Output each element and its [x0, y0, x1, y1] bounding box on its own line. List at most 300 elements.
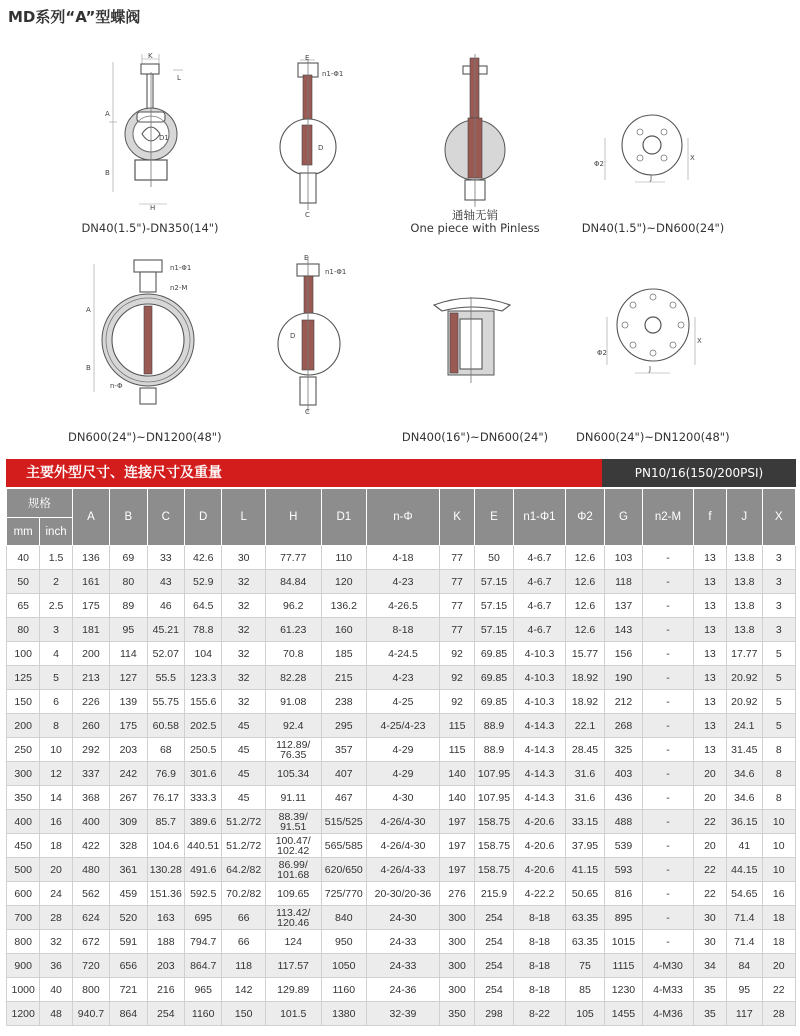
- table-row: [7, 690, 796, 714]
- table-cell: 22.1: [566, 714, 604, 738]
- table-row: [7, 954, 796, 978]
- table-cell: -: [643, 906, 694, 930]
- table-cell: -: [643, 570, 694, 594]
- table-cell: 591: [110, 930, 147, 954]
- caption-cutaway-cn: 通轴无销: [452, 208, 498, 222]
- table-cell: -: [643, 930, 694, 954]
- table-cell: -: [643, 714, 694, 738]
- table-cell: 254: [475, 906, 513, 930]
- table-cell: 88.9: [475, 738, 513, 762]
- table-cell: -: [643, 666, 694, 690]
- table-cell: 8-22: [513, 1002, 566, 1026]
- table-cell: 76.9: [147, 762, 184, 786]
- table-cell: 190: [604, 666, 642, 690]
- table-cell: 215.9: [475, 882, 513, 906]
- table-cell: 43: [147, 570, 184, 594]
- table-cell: 20: [693, 834, 726, 858]
- table-cell: 100: [7, 642, 40, 666]
- table-cell: 181: [72, 618, 109, 642]
- table-cell: 8: [762, 738, 796, 762]
- table-cell: 197: [439, 810, 474, 834]
- dim-n1: n1-Φ1: [322, 70, 344, 78]
- table-cell: 103: [604, 546, 642, 570]
- table-cell: 80: [110, 570, 147, 594]
- table-row: [7, 714, 796, 738]
- table-cell: 124: [265, 930, 321, 954]
- header-n2-m: n2-M: [643, 489, 694, 546]
- caption-fig7: DN400(16")~DN600(24"): [401, 430, 549, 444]
- table-cell: 129.89: [265, 978, 321, 1002]
- table-cell: 130.28: [147, 858, 184, 882]
- table-cell: 13: [693, 618, 726, 642]
- table-cell: 32: [222, 570, 265, 594]
- table-cell: 84: [727, 954, 762, 978]
- table-cell: 65: [7, 594, 40, 618]
- table-cell: 13: [693, 642, 726, 666]
- table-cell: 4-10.3: [513, 666, 566, 690]
- table-cell: 8: [762, 762, 796, 786]
- table-cell: 389.6: [185, 810, 222, 834]
- table-cell: 656: [110, 954, 147, 978]
- table-cell: 328: [110, 834, 147, 858]
- table-cell: 816: [604, 882, 642, 906]
- dim-l: L: [177, 74, 181, 82]
- table-cell: 254: [475, 930, 513, 954]
- dim-n1-large: n1-Φ1: [170, 264, 192, 272]
- table-row: [7, 906, 796, 930]
- table-cell: 4-6.7: [513, 594, 566, 618]
- table-cell: 20: [40, 858, 72, 882]
- table-cell: 115: [439, 738, 474, 762]
- table-cell: 4-14.3: [513, 738, 566, 762]
- table-cell: 42.6: [185, 546, 222, 570]
- table-cell: 1.5: [40, 546, 72, 570]
- header-h: H: [265, 489, 321, 546]
- table-cell: 32: [222, 594, 265, 618]
- table-cell: 69.85: [475, 666, 513, 690]
- caption-fig4: DN40(1.5")~DN600(24"): [581, 221, 725, 235]
- table-cell: 13.8: [727, 570, 762, 594]
- table-cell: 3: [40, 618, 72, 642]
- table-cell: 1160: [321, 978, 367, 1002]
- page-title: MD系列“A”型蝶阀: [8, 8, 141, 26]
- table-cell: -: [643, 762, 694, 786]
- table-cell: 113.42/ 120.46: [265, 906, 321, 930]
- table-cell: 77: [439, 618, 474, 642]
- table-cell: 295: [321, 714, 367, 738]
- table-cell: 22: [762, 978, 796, 1002]
- table-cell: 125: [7, 666, 40, 690]
- table-cell: 51.2/72: [222, 810, 265, 834]
- table-cell: 794.7: [185, 930, 222, 954]
- table-cell: 800: [7, 930, 40, 954]
- valve-side-view-small: [270, 55, 355, 220]
- table-cell: 325: [604, 738, 642, 762]
- table-row: [7, 666, 796, 690]
- table-cell: 4-M30: [643, 954, 694, 978]
- table-cell: 107.95: [475, 762, 513, 786]
- table-cell: 30: [693, 930, 726, 954]
- table-cell: 96.2: [265, 594, 321, 618]
- header-n-phi: n-Φ: [367, 489, 440, 546]
- table-cell: 24-30: [367, 906, 440, 930]
- table-cell: 54.65: [727, 882, 762, 906]
- table-cell: 4-18: [367, 546, 440, 570]
- table-cell: 300: [7, 762, 40, 786]
- table-cell: 28.45: [566, 738, 604, 762]
- table-cell: -: [643, 618, 694, 642]
- table-cell: 155.6: [185, 690, 222, 714]
- table-cell: 35: [693, 1002, 726, 1026]
- dim-c-large: C: [305, 408, 310, 416]
- table-cell: 3: [762, 594, 796, 618]
- table-cell: 30: [222, 546, 265, 570]
- table-cell: 515/525: [321, 810, 367, 834]
- table-cell: 137: [604, 594, 642, 618]
- table-cell: 120: [321, 570, 367, 594]
- table-cell: 215: [321, 666, 367, 690]
- table-cell: 13: [693, 546, 726, 570]
- table-cell: 422: [72, 834, 109, 858]
- table-cell: 1230: [604, 978, 642, 1002]
- table-row: [7, 762, 796, 786]
- caption-fig8: DN600(24")~DN1200(48"): [576, 430, 730, 444]
- dim-a: A: [105, 110, 110, 118]
- table-cell: 8: [762, 786, 796, 810]
- table-cell: 300: [439, 954, 474, 978]
- table-cell: 700: [7, 906, 40, 930]
- table-cell: 51.2/72: [222, 834, 265, 858]
- table-cell: 32: [222, 666, 265, 690]
- header-k: K: [439, 489, 474, 546]
- table-cell: 175: [110, 714, 147, 738]
- table-cell: 35: [693, 978, 726, 1002]
- table-row: [7, 810, 796, 834]
- table-row: [7, 546, 796, 570]
- table-cell: 32: [222, 690, 265, 714]
- table-cell: 4-26/4-30: [367, 834, 440, 858]
- table-cell: 1455: [604, 1002, 642, 1026]
- table-cell: 12.6: [566, 546, 604, 570]
- table-cell: 109.65: [265, 882, 321, 906]
- table-cell: 213: [72, 666, 109, 690]
- table-cell: 254: [475, 978, 513, 1002]
- table-cell: 13: [693, 714, 726, 738]
- table-cell: 50: [7, 570, 40, 594]
- table-cell: 91.11: [265, 786, 321, 810]
- table-cell: 85.7: [147, 810, 184, 834]
- table-cell: 14: [40, 786, 72, 810]
- header-mm: mm: [7, 518, 40, 546]
- table-cell: 3: [762, 546, 796, 570]
- table-cell: -: [643, 810, 694, 834]
- table-cell: 4-20.6: [513, 858, 566, 882]
- header-l: L: [222, 489, 265, 546]
- table-cell: 10: [40, 738, 72, 762]
- table-cell: 95: [727, 978, 762, 1002]
- table-cell: 350: [7, 786, 40, 810]
- header-e: E: [475, 489, 513, 546]
- table-cell: 539: [604, 834, 642, 858]
- table-cell: 13: [693, 738, 726, 762]
- table-cell: 37.95: [566, 834, 604, 858]
- table-cell: 4-10.3: [513, 642, 566, 666]
- table-cell: 22: [693, 882, 726, 906]
- table-cell: 32: [222, 618, 265, 642]
- table-cell: 13: [693, 690, 726, 714]
- table-cell: 4-29: [367, 738, 440, 762]
- table-cell: 78.8: [185, 618, 222, 642]
- table-cell: 1015: [604, 930, 642, 954]
- section-banner: [6, 459, 796, 487]
- table-cell: 301.6: [185, 762, 222, 786]
- table-cell: 20: [693, 786, 726, 810]
- table-cell: 592.5: [185, 882, 222, 906]
- table-cell: 300: [439, 978, 474, 1002]
- table-cell: 57.15: [475, 618, 513, 642]
- table-cell: 254: [147, 1002, 184, 1026]
- table-cell: 71.4: [727, 906, 762, 930]
- table-cell: 864: [110, 1002, 147, 1026]
- table-cell: 118: [604, 570, 642, 594]
- table-cell: 41: [727, 834, 762, 858]
- table-cell: 720: [72, 954, 109, 978]
- table-cell: 36.15: [727, 810, 762, 834]
- table-cell: 467: [321, 786, 367, 810]
- table-row: [7, 594, 796, 618]
- table-cell: 624: [72, 906, 109, 930]
- dim-k: K: [148, 52, 153, 60]
- valve-front-view-small: [95, 52, 205, 217]
- header-inch: inch: [40, 518, 72, 546]
- table-cell: 86.99/ 101.68: [265, 858, 321, 882]
- table-cell: 31.6: [566, 786, 604, 810]
- table-cell: 104.6: [147, 834, 184, 858]
- table-cell: 260: [72, 714, 109, 738]
- table-cell: 71.4: [727, 930, 762, 954]
- table-cell: 12.6: [566, 618, 604, 642]
- table-cell: 4-14.3: [513, 714, 566, 738]
- table-cell: 620/650: [321, 858, 367, 882]
- table-cell: 895: [604, 906, 642, 930]
- table-cell: 4-20.6: [513, 834, 566, 858]
- table-cell: 12.6: [566, 594, 604, 618]
- dim-n1-side: n1-Φ1: [325, 268, 347, 276]
- table-cell: 4-25: [367, 690, 440, 714]
- table-cell: 45: [222, 762, 265, 786]
- table-cell: 403: [604, 762, 642, 786]
- table-cell: -: [643, 546, 694, 570]
- table-cell: 20: [693, 762, 726, 786]
- table-cell: 63.35: [566, 930, 604, 954]
- table-cell: -: [643, 834, 694, 858]
- table-cell: 136: [72, 546, 109, 570]
- table-cell: 44.15: [727, 858, 762, 882]
- table-cell: 16: [40, 810, 72, 834]
- table-cell: 46: [147, 594, 184, 618]
- table-cell: 695: [185, 906, 222, 930]
- table-cell: 105: [566, 1002, 604, 1026]
- dim-h: H: [150, 204, 156, 212]
- table-cell: 300: [439, 906, 474, 930]
- table-cell: 20: [762, 954, 796, 978]
- table-cell: 127: [110, 666, 147, 690]
- table-cell: 63.35: [566, 906, 604, 930]
- table-cell: 309: [110, 810, 147, 834]
- dim-c: C: [305, 211, 310, 219]
- table-cell: -: [643, 858, 694, 882]
- table-row: [7, 834, 796, 858]
- table-cell: 30: [693, 906, 726, 930]
- dim-j-large: J: [649, 365, 652, 373]
- table-cell: 800: [72, 978, 109, 1002]
- table-cell: 436: [604, 786, 642, 810]
- table-cell: 22: [693, 810, 726, 834]
- table-row: [7, 978, 796, 1002]
- table-cell: 4-23: [367, 570, 440, 594]
- table-cell: 12: [40, 762, 72, 786]
- table-cell: 77: [439, 546, 474, 570]
- table-cell: 200: [7, 714, 40, 738]
- table-cell: 500: [7, 858, 40, 882]
- dim-j: J: [650, 174, 653, 182]
- table-cell: 40: [40, 978, 72, 1002]
- table-cell: 107.95: [475, 786, 513, 810]
- table-cell: 10: [762, 858, 796, 882]
- table-cell: 36: [40, 954, 72, 978]
- table-cell: 440.51: [185, 834, 222, 858]
- dim-b: B: [105, 169, 110, 177]
- valve-side-view-large: [270, 252, 360, 417]
- dim-e: E: [305, 55, 310, 62]
- table-cell: 68: [147, 738, 184, 762]
- table-cell: 20.92: [727, 666, 762, 690]
- top-flange-view-large: [595, 285, 710, 385]
- table-cell: 55.75: [147, 690, 184, 714]
- table-cell: 32: [222, 642, 265, 666]
- table-cell: 672: [72, 930, 109, 954]
- table-cell: 24-33: [367, 954, 440, 978]
- table-cell: 95: [110, 618, 147, 642]
- table-cell: 75: [566, 954, 604, 978]
- table-cell: 1200: [7, 1002, 40, 1026]
- table-cell: 150: [222, 1002, 265, 1026]
- table-cell: 18: [762, 930, 796, 954]
- table-cell: 725/770: [321, 882, 367, 906]
- table-cell: 4-20.6: [513, 810, 566, 834]
- caption-fig1: DN40(1.5")-DN350(14"): [81, 221, 219, 235]
- table-cell: 18: [40, 834, 72, 858]
- table-cell: -: [643, 690, 694, 714]
- table-cell: 292: [72, 738, 109, 762]
- table-cell: 268: [604, 714, 642, 738]
- header-j: J: [727, 489, 762, 546]
- header-x: X: [762, 489, 796, 546]
- table-cell: 117: [727, 1002, 762, 1026]
- table-cell: 13: [693, 666, 726, 690]
- header-d: D: [185, 489, 222, 546]
- table-cell: 3: [762, 618, 796, 642]
- table-cell: -: [643, 882, 694, 906]
- table-cell: 15.77: [566, 642, 604, 666]
- table-cell: 400: [72, 810, 109, 834]
- table-cell: 158.75: [475, 810, 513, 834]
- table-cell: 4-M33: [643, 978, 694, 1002]
- table-cell: 24-36: [367, 978, 440, 1002]
- table-cell: 4-23: [367, 666, 440, 690]
- table-cell: 34.6: [727, 762, 762, 786]
- table-cell: 31.45: [727, 738, 762, 762]
- table-cell: 4-14.3: [513, 786, 566, 810]
- table-cell: 18.92: [566, 666, 604, 690]
- table-cell: 6: [40, 690, 72, 714]
- table-cell: 5: [762, 642, 796, 666]
- table-cell: 20-30/20-36: [367, 882, 440, 906]
- table-cell: 10: [762, 810, 796, 834]
- table-cell: 175: [72, 594, 109, 618]
- table-cell: 110: [321, 546, 367, 570]
- table-cell: 77: [439, 594, 474, 618]
- table-cell: 4-30: [367, 786, 440, 810]
- table-cell: 480: [72, 858, 109, 882]
- table-cell: 60.58: [147, 714, 184, 738]
- table-cell: 158.75: [475, 834, 513, 858]
- table-cell: 61.23: [265, 618, 321, 642]
- table-cell: 4-22.2: [513, 882, 566, 906]
- table-row: [7, 786, 796, 810]
- table-cell: -: [643, 786, 694, 810]
- table-cell: 76.17: [147, 786, 184, 810]
- dim-d: D: [318, 144, 324, 152]
- table-cell: 92: [439, 690, 474, 714]
- table-cell: 4-6.7: [513, 570, 566, 594]
- table-cell: 139: [110, 690, 147, 714]
- table-cell: 18.92: [566, 690, 604, 714]
- table-cell: 1000: [7, 978, 40, 1002]
- table-cell: 226: [72, 690, 109, 714]
- table-cell: 13: [693, 594, 726, 618]
- table-cell: 188: [147, 930, 184, 954]
- table-cell: 350: [439, 1002, 474, 1026]
- table-cell: 520: [110, 906, 147, 930]
- table-row: [7, 930, 796, 954]
- table-cell: 13.8: [727, 594, 762, 618]
- dim-x-large: X: [697, 337, 702, 345]
- table-row: [7, 738, 796, 762]
- table-cell: 34: [693, 954, 726, 978]
- table-cell: 45: [222, 714, 265, 738]
- table-cell: 212: [604, 690, 642, 714]
- table-cell: 143: [604, 618, 642, 642]
- dim-x: X: [690, 154, 695, 162]
- table-cell: 70.2/82: [222, 882, 265, 906]
- table-cell: 117.57: [265, 954, 321, 978]
- table-cell: 104: [185, 642, 222, 666]
- table-cell: 4-25/4-23: [367, 714, 440, 738]
- dim-phi2: Φ2: [594, 160, 604, 168]
- table-cell: 118: [222, 954, 265, 978]
- table-cell: 250.5: [185, 738, 222, 762]
- table-cell: -: [643, 594, 694, 618]
- table-cell: 64.2/82: [222, 858, 265, 882]
- table-cell: -: [643, 738, 694, 762]
- table-row: [7, 570, 796, 594]
- table-body: [7, 546, 796, 1026]
- table-cell: 900: [7, 954, 40, 978]
- caption-cutaway-en: One piece with Pinless: [410, 221, 540, 235]
- banner-title: 主要外型尺寸、连接尺寸及重量: [6, 459, 602, 487]
- table-cell: 565/585: [321, 834, 367, 858]
